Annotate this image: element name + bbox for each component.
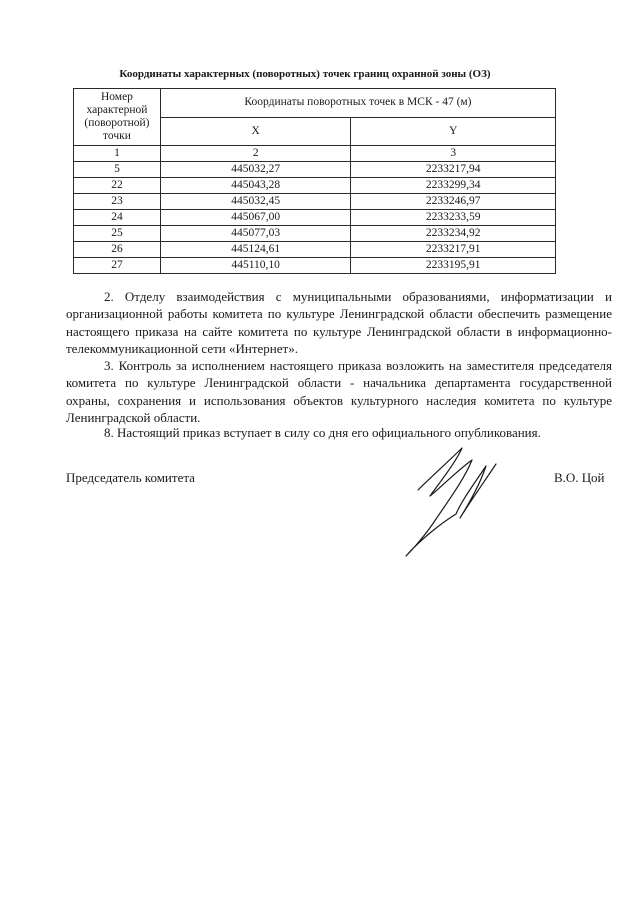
table-row	[74, 194, 556, 210]
header-y: Y	[351, 117, 556, 146]
handwritten-signature-icon	[400, 440, 510, 560]
point-number: 25	[74, 226, 161, 242]
header-x: X	[160, 117, 351, 146]
table-row	[74, 242, 556, 258]
y-value: 2233217,94	[351, 162, 556, 178]
paragraph-3-text: 3. Контроль за исполнением настоящего приказа возложить на заместителя председателя комитета по культуре Ленинградской области - начальника департамента государственной охраны, сохранения и использования объектов культурного наследия комитета по культуре Ленинградской области.	[66, 358, 612, 425]
paragraph-8	[66, 424, 612, 441]
paragraph-2	[66, 288, 612, 357]
header-coordinates: Координаты поворотных точек в МСК - 47 (м)	[160, 89, 555, 118]
index-cell: 3	[351, 146, 556, 162]
x-value: 445032,45	[160, 194, 351, 210]
header-point-number: Номер характерной (поворотной) точки	[74, 89, 161, 146]
x-value: 445043,28	[160, 178, 351, 194]
y-value: 2233234,92	[351, 226, 556, 242]
y-value: 2233195,91	[351, 258, 556, 274]
y-value: 2233246,97	[351, 194, 556, 210]
x-value: 445077,03	[160, 226, 351, 242]
y-value: 2233217,91	[351, 242, 556, 258]
index-row	[74, 146, 556, 162]
x-value: 445110,10	[160, 258, 351, 274]
point-number: 5	[74, 162, 161, 178]
paragraph-2-text: 2. Отделу взаимодействия с муниципальными образованиями, информатизации и организационной работы комитета по культуре Ленинградской области обеспечить размещение настоящего приказа на сайте комитета по культуре Ленинградской области в информационно-телекоммуникационной сети «Интернет».	[66, 289, 612, 356]
signer-name: В.О. Цой	[554, 470, 605, 485]
paragraph-3	[66, 357, 612, 426]
point-number: 24	[74, 210, 161, 226]
paragraph-8-text: 8. Настоящий приказ вступает в силу со дня его официального опубликования.	[104, 425, 541, 440]
table-row	[74, 258, 556, 274]
table-title: Координаты характерных (поворотных) точек границ охранной зоны (ОЗ)	[119, 68, 491, 80]
y-value: 2233299,34	[351, 178, 556, 194]
point-number: 22	[74, 178, 161, 194]
coordinates-table	[73, 88, 556, 274]
x-value: 445067,00	[160, 210, 351, 226]
x-value: 445032,27	[160, 162, 351, 178]
table-row	[74, 226, 556, 242]
x-value: 445124,61	[160, 242, 351, 258]
table-row	[74, 210, 556, 226]
index-cell: 2	[160, 146, 351, 162]
y-value: 2233233,59	[351, 210, 556, 226]
signer-position: Председатель комитета	[66, 470, 195, 485]
index-cell: 1	[74, 146, 161, 162]
table-row	[74, 178, 556, 194]
point-number: 26	[74, 242, 161, 258]
point-number: 23	[74, 194, 161, 210]
table-row	[74, 162, 556, 178]
point-number: 27	[74, 258, 161, 274]
